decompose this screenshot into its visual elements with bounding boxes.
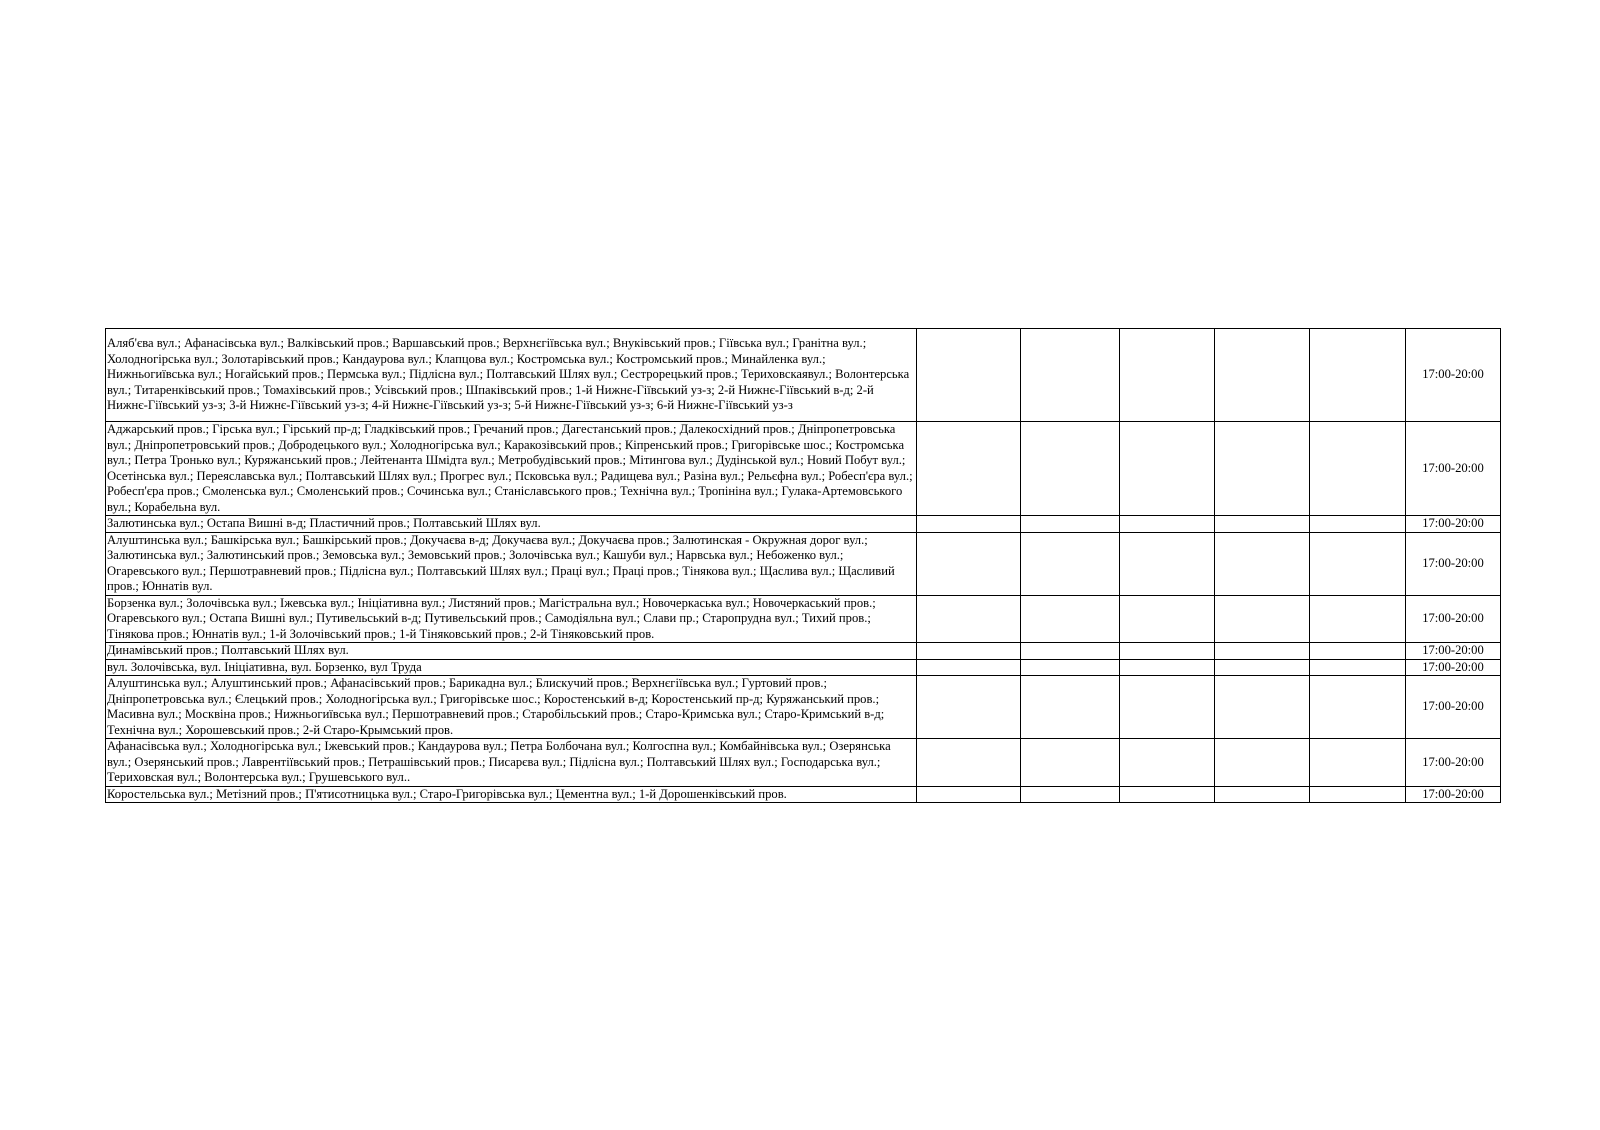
streets-cell: Динамівський пров.; Полтавський Шлях вул. (106, 643, 917, 660)
empty-cell (1215, 643, 1310, 660)
streets-cell: Алуштинська вул.; Башкірська вул.; Башкірський пров.; Докучаєва в-д; Докучаєва вул.; Докучаєва пров.; Залютинская - Окружная дорог вул.; Залютинська вул.; Залютинський пров.; Земовська вул.; Земовський пров.; Золочівська вул.; Кашуби вул.; Нарвська вул.; Небоженко вул.; Огаревського вул.; Першотравневий пров.; Підлісна вул.; Полтавський Шлях вул.; Праці вул.; Праці пров.; Тінякова вул.; Щаслива вул.; Щасливий пров.; Юннатів вул. (106, 532, 917, 595)
empty-cell (1120, 739, 1215, 787)
table-row (106, 676, 1501, 739)
empty-cell (1021, 595, 1120, 643)
empty-cell (1120, 676, 1215, 739)
empty-cell (1021, 659, 1120, 676)
empty-cell (917, 643, 1021, 660)
empty-cell (1310, 329, 1406, 422)
empty-cell (1310, 532, 1406, 595)
empty-cell (1215, 422, 1310, 516)
empty-cell (1310, 516, 1406, 533)
empty-cell (1310, 659, 1406, 676)
empty-cell (1310, 786, 1406, 803)
empty-cell (1310, 676, 1406, 739)
empty-cell (1120, 786, 1215, 803)
time-cell: 17:00-20:00 (1406, 532, 1501, 595)
time-cell: 17:00-20:00 (1406, 516, 1501, 533)
empty-cell (1120, 643, 1215, 660)
empty-cell (1310, 643, 1406, 660)
empty-cell (1120, 516, 1215, 533)
empty-cell (917, 659, 1021, 676)
streets-cell: вул. Золочівська, вул. Ініціативна, вул. Борзенко, вул Труда (106, 659, 917, 676)
outage-schedule-table (105, 328, 1501, 803)
empty-cell (1021, 422, 1120, 516)
empty-cell (1120, 422, 1215, 516)
empty-cell (917, 676, 1021, 739)
table-row (106, 532, 1501, 595)
empty-cell (1310, 422, 1406, 516)
empty-cell (1215, 532, 1310, 595)
time-cell: 17:00-20:00 (1406, 676, 1501, 739)
empty-cell (1021, 643, 1120, 660)
time-cell: 17:00-20:00 (1406, 595, 1501, 643)
time-cell: 17:00-20:00 (1406, 739, 1501, 787)
table-row (106, 643, 1501, 660)
empty-cell (1215, 516, 1310, 533)
empty-cell (1021, 329, 1120, 422)
empty-cell (1215, 739, 1310, 787)
empty-cell (1120, 659, 1215, 676)
empty-cell (1120, 329, 1215, 422)
streets-cell: Коростельська вул.; Метізний пров.; П'ятисотницька вул.; Старо-Григорівська вул.; Цементна вул.; 1-й Дорошенківський пров. (106, 786, 917, 803)
empty-cell (917, 739, 1021, 787)
empty-cell (1215, 659, 1310, 676)
empty-cell (1310, 739, 1406, 787)
empty-cell (917, 516, 1021, 533)
empty-cell (1215, 329, 1310, 422)
empty-cell (1215, 595, 1310, 643)
streets-cell: Залютинська вул.; Остапа Вишні в-д; Пластичний пров.; Полтавський Шлях вул. (106, 516, 917, 533)
empty-cell (917, 422, 1021, 516)
streets-cell: Аляб'єва вул.; Афанасівська вул.; Валківський пров.; Варшавський пров.; Верхнєгіївська вул.; Внуківський пров.; Гіївська вул.; Гранітна вул.; Холодногірська вул.; Золотарівський пров.; Кандаурова вул.; Клапцова вул.; Костромська вул.; Костромський пров.; Минайленка вул.; Нижньогиївська вул.; Ногайський пров.; Пермська вул.; Підлісна вул.; Полтавський Шлях вул.; Сестрорецький пров.; Териховскаявул.; Волонтерська вул.; Титаренківський пров.; Томахівський пров.; Усівський пров.; Шпаківський пров.; 1-й Нижнє-Гіївський уз-з; 2-й Нижнє-Гіївський в-д; 2-й Нижнє-Гіївський уз-з; 3-й Нижнє-Гіївський уз-з; 4-й Нижнє-Гіївський уз-з; 5-й Нижнє-Гіївський уз-з; 6-й Нижнє-Гіївський уз-з (106, 329, 917, 422)
table-row (106, 786, 1501, 803)
table-row (106, 422, 1501, 516)
empty-cell (917, 595, 1021, 643)
table-row (106, 516, 1501, 533)
table-row (106, 739, 1501, 787)
empty-cell (1120, 532, 1215, 595)
empty-cell (1021, 786, 1120, 803)
empty-cell (1021, 532, 1120, 595)
time-cell: 17:00-20:00 (1406, 329, 1501, 422)
time-cell: 17:00-20:00 (1406, 786, 1501, 803)
empty-cell (1021, 516, 1120, 533)
empty-cell (1120, 595, 1215, 643)
empty-cell (1021, 676, 1120, 739)
streets-cell: Алуштинська вул.; Алуштинський пров.; Афанасівський пров.; Барикадна вул.; Блискучий пров.; Верхнєгіївська вул.; Гуртовий пров.; Дніпропетровська вул.; Єлецький пров.; Холодногірська вул.; Григорівське шос.; Коростенський в-д; Коростенський пр-д; Куряжанський пров.; Масивна вул.; Москвіна пров.; Нижньогиївська вул.; Першотравневий пров.; Старобільський пров.; Старо-Кримська вул.; Старо-Кримський в-д; Технічна вул.; Хорошевський пров.; 2-й Старо-Крымський пров. (106, 676, 917, 739)
empty-cell (917, 532, 1021, 595)
table-row (106, 329, 1501, 422)
empty-cell (1021, 739, 1120, 787)
table-row (106, 659, 1501, 676)
streets-cell: Аджарський пров.; Гірська вул.; Гірський пр-д; Гладківський пров.; Гречаний пров.; Дагестанський пров.; Далекосхідний пров.; Дніпропетровська вул.; Дніпропетровський пров.; Добродецького вул.; Холодногірська вул.; Каракозівський пров.; Кіпренський пров.; Григорівське шос.; Костромська вул.; Петра Тронько вул.; Куряжанський пров.; Лейтенанта Шмідта вул.; Метробудівський пров.; Мітингова вул.; Дудінськой вул.; Новий Побут вул.; Осетінська вул.; Переяславська вул.; Полтавський Шлях вул.; Прогрес вул.; Псковська вул.; Радищева вул.; Разіна вул.; Рельєфна вул.; Робесп'єра вул.; Робесп'єра пров.; Смоленська вул.; Смоленський пров.; Сочинська вул.; Станіславського пров.; Технічна вул.; Тропініна вул.; Гулака-Артемовського вул.; Корабельна вул. (106, 422, 917, 516)
time-cell: 17:00-20:00 (1406, 422, 1501, 516)
time-cell: 17:00-20:00 (1406, 659, 1501, 676)
empty-cell (917, 329, 1021, 422)
empty-cell (1215, 786, 1310, 803)
table-row (106, 595, 1501, 643)
streets-cell: Афанасівська вул.; Холодногірська вул.; Іжевський пров.; Кандаурова вул.; Петра Болбочана вул.; Колгоспна вул.; Комбайнівська вул.; Озерянська вул.; Озерянський пров.; Лаврентіївський пров.; Петрашівський пров.; Писарєва вул.; Підлісна вул.; Полтавський Шлях вул.; Господарська вул.; Териховская вул.; Волонтерська вул.; Грушевського вул.. (106, 739, 917, 787)
empty-cell (1310, 595, 1406, 643)
empty-cell (917, 786, 1021, 803)
streets-cell: Борзенка вул.; Золочівська вул.; Іжевська вул.; Ініціативна вул.; Листяний пров.; Магістральна вул.; Новочеркаська вул.; Новочеркаський пров.; Огаревського вул.; Остапа Вишні вул.; Путивельський в-д; Путивельський пров.; Самодіяльна вул.; Слави пр.; Старопрудна вул.; Тихий пров.; Тінякова пров.; Юннатів вул.; 1-й Золочівський пров.; 1-й Тіняковський пров.; 2-й Тіняковський пров. (106, 595, 917, 643)
time-cell: 17:00-20:00 (1406, 643, 1501, 660)
empty-cell (1215, 676, 1310, 739)
